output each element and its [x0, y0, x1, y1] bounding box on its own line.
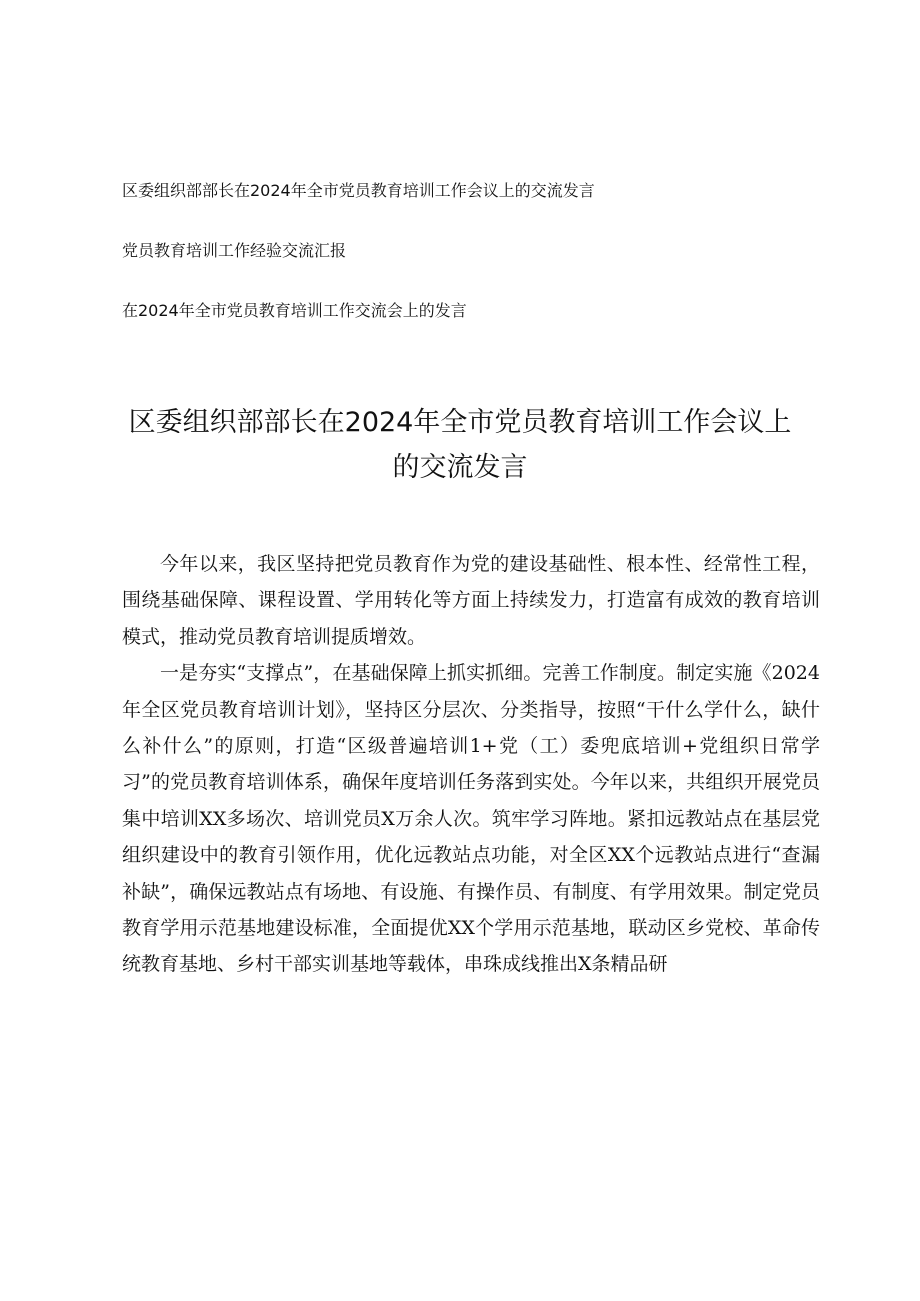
toc-item: 党员教育培训工作经验交流汇报	[122, 241, 347, 260]
toc-item: 在2024年全市党员教育培训工作交流会上的发言	[122, 301, 467, 320]
document-title-line-2: 的交流发言	[392, 452, 528, 483]
paragraph-support-point: 一是夯实“支撑点”，在基础保障上抓实抓细。完善工作制度。制定实施《2024年全区党员教育培训计划》，坚持区分层次、分类指导，按照“干什么学什么，缺什么补什么”的原则，打造“区级普遍培训1+党（工）委兜底培训+党组织日常学习”的党员教育培训体系，确保年度培训任务落到实处。今年以来，共组织开展党员集中培训XX多场次、培训党员X万余人次。筑牢学习阵地。紧扣远教站点在基层党组织建设中的教育引领作用，优化远教站点功能，对全区XX个远教站点进行“查漏补缺”，确保远教站点有场地、有设施、有操作员、有制度、有学用效果。制定党员教育学用示范基地建设标准，全面提优XX个学用示范基地，联动区乡党校、革命传统教育基地、乡村干部实训基地等载体，串珠成线推出X条精品研	[122, 662, 820, 976]
toc-item: 区委组织部部长在2024年全市党员教育培训工作会议上的交流发言	[122, 181, 595, 200]
table-of-contents	[122, 178, 822, 358]
document-title	[100, 400, 820, 490]
document-body	[122, 546, 820, 983]
document-title-line-1: 区委组织部部长在2024年全市党员教育培训工作会议上	[128, 407, 792, 438]
paragraph-intro: 今年以来，我区坚持把党员教育作为党的建设基础性、根本性、经常性工程，围绕基础保障、课程设置、学用转化等方面上持续发力，打造富有成效的教育培训模式，推动党员教育培训提质增效。	[122, 553, 820, 648]
